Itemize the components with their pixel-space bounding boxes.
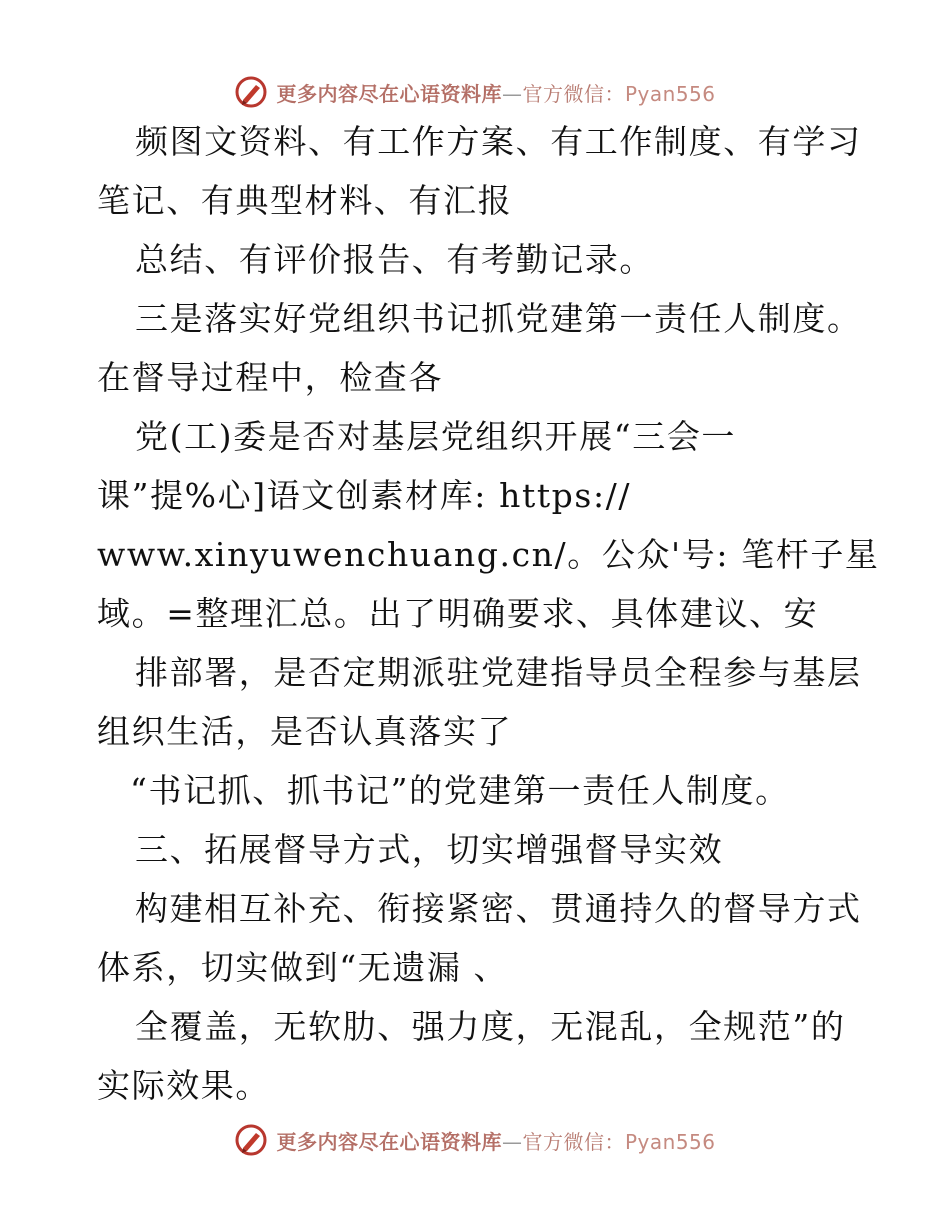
text-line: 体系，切实做到“无遗漏 、 (97, 948, 509, 987)
pen-logo-icon (234, 1123, 268, 1157)
text-line: 实际效果。 (97, 1066, 270, 1105)
pen-logo-icon (234, 75, 268, 109)
header-watermark (0, 72, 950, 112)
text-line: “书记抓、抓书记”的党建第一责任人制度。 (130, 771, 790, 810)
text-line: 三是落实好党组织书记抓党建第一责任人制度。 (135, 299, 862, 338)
watermark-separator: — (501, 81, 523, 106)
text-line: 构建相互补充、衔接紧密、贯通持久的督导方式 (135, 889, 862, 928)
watermark-wechat-label: 官方微信： (522, 1129, 625, 1154)
watermark-separator: — (501, 1129, 523, 1154)
text-line: 频图文资料、有工作方案、有工作制度、有学习 (135, 122, 862, 161)
text-line: 组织生活，是否认真落实了 (97, 712, 513, 751)
text-line: 全覆盖，无软肋、强力度，无混乱，全规范”的 (135, 1007, 846, 1046)
text-line: 域。=整理汇总。出了明确要求、具体建议、安 (97, 594, 819, 633)
watermark-brand: 更多内容尽在心语资料库 (276, 1129, 502, 1154)
section-heading: 三、拓展督导方式，切实增强督导实效 (135, 830, 724, 869)
text-line: 总结、有评价报告、有考勤记录。 (135, 240, 654, 279)
text-line: 排部署，是否定期派驻党建指导员全程参与基层 (135, 653, 862, 692)
watermark-text (276, 78, 715, 107)
text-line: 课”提%心]语文创素材库: https:// (97, 476, 632, 515)
text-line: 笔记、有典型材料、有汇报 (97, 181, 513, 220)
document-body (0, 118, 950, 1108)
text-line: 党(工)委是否对基层党组织开展“三会一 (135, 417, 737, 456)
text-line: www.xinyuwenchuang.cn/。公众'号: 笔杆子星 (97, 535, 880, 574)
watermark-wechat-label: 官方微信： (522, 81, 625, 106)
watermark-wechat-id: Pyan556 (624, 81, 716, 106)
footer-watermark (0, 1120, 950, 1160)
watermark-brand: 更多内容尽在心语资料库 (276, 81, 502, 106)
watermark-wechat-id: Pyan556 (624, 1129, 716, 1154)
text-line: 在督导过程中，检查各 (97, 358, 443, 397)
watermark-text (276, 1126, 715, 1155)
